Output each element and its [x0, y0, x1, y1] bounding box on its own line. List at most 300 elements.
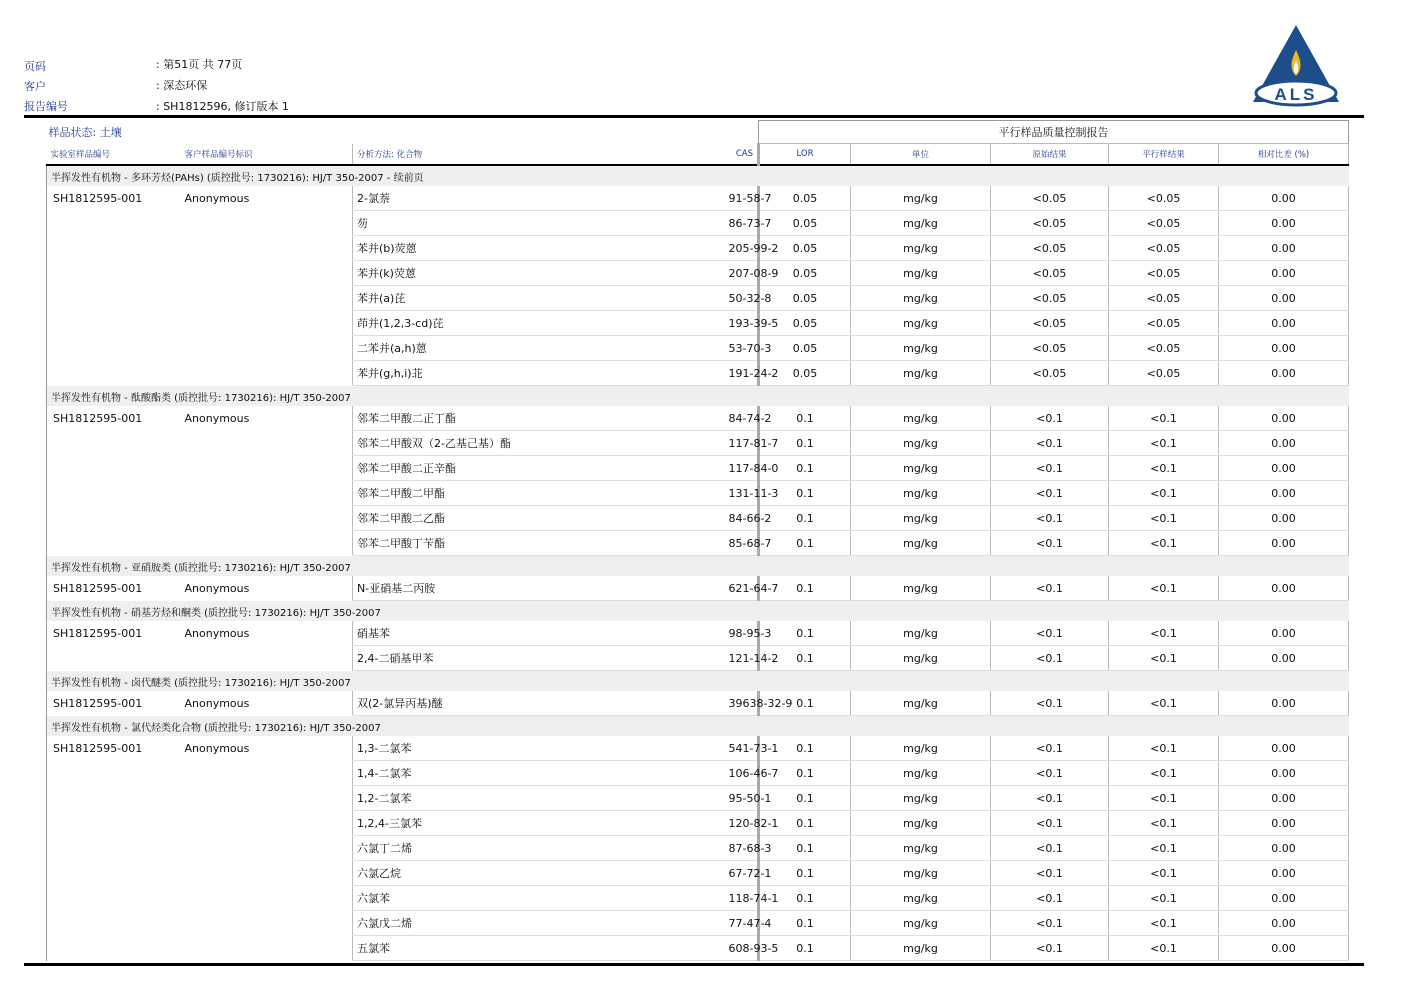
table-row — [47, 646, 1349, 671]
client-sample-id — [181, 811, 353, 836]
relative-percent-difference: 0.00 — [1219, 861, 1349, 886]
col-method: 分析方法: 化合物 — [353, 144, 729, 166]
table-row — [47, 286, 1349, 311]
cas-number: 39638-32-9 — [729, 691, 759, 716]
lab-sample-id: SH1812595-001 — [47, 406, 181, 431]
lor-value: 0.1 — [759, 481, 851, 506]
duplicate-result: <0.1 — [1109, 911, 1219, 936]
lor-value: 0.1 — [759, 691, 851, 716]
compound-name: 苯并(k)荧蒽 — [353, 261, 729, 286]
original-result: <0.1 — [991, 786, 1109, 811]
duplicate-result: <0.05 — [1109, 236, 1219, 261]
lab-sample-id: SH1812595-001 — [47, 186, 181, 211]
client-sample-id: Anonymous — [184, 581, 250, 595]
group-title: 半挥发性有机物 - 氯代烃类化合物 (质控批号: 1730216): HJ/T 350-2007 — [47, 716, 1349, 737]
client-sample-id — [181, 911, 353, 936]
compound-name: 邻苯二甲酸二乙酯 — [353, 506, 729, 531]
lor-value: 0.05 — [759, 311, 851, 336]
compound-name: 苯并(b)荧蒽 — [353, 236, 729, 261]
table-row — [47, 361, 1349, 386]
unit: mg/kg — [851, 811, 991, 836]
lor-value: 0.05 — [759, 186, 851, 211]
unit: mg/kg — [851, 311, 991, 336]
unit: mg/kg — [851, 361, 991, 386]
table-row — [47, 811, 1349, 836]
page-label: 页码 — [24, 60, 46, 73]
table-row — [47, 836, 1349, 861]
duplicate-result: <0.1 — [1109, 431, 1219, 456]
cas-number: 121-14-2 — [729, 646, 759, 671]
lor-value: 0.1 — [759, 811, 851, 836]
unit: mg/kg — [851, 861, 991, 886]
client-sample-id — [181, 431, 353, 456]
lab-sample-id — [47, 811, 181, 836]
client-sample-id — [181, 211, 353, 236]
unit: mg/kg — [851, 286, 991, 311]
original-result: <0.1 — [991, 811, 1109, 836]
col-duplicate: 平行样结果 — [1109, 144, 1219, 166]
relative-percent-difference: 0.00 — [1219, 236, 1349, 261]
group-header-row — [47, 556, 1349, 577]
original-result: <0.1 — [991, 911, 1109, 936]
client-sample-id — [181, 361, 353, 386]
table-row — [47, 786, 1349, 811]
unit: mg/kg — [851, 481, 991, 506]
original-result: <0.1 — [991, 431, 1109, 456]
lor-value: 0.1 — [759, 836, 851, 861]
cas-number: 131-11-3 — [729, 481, 759, 506]
cas-number: 541-73-1 — [729, 736, 759, 761]
duplicate-result: <0.05 — [1109, 286, 1219, 311]
lab-sample-id: SH1812595-001 — [47, 576, 181, 601]
original-result: <0.1 — [991, 406, 1109, 431]
unit: mg/kg — [851, 456, 991, 481]
duplicate-result: <0.1 — [1109, 691, 1219, 716]
relative-percent-difference: 0.00 — [1219, 481, 1349, 506]
client-sample-id — [181, 886, 353, 911]
lab-sample-id — [47, 861, 181, 886]
compound-name: 五氯苯 — [353, 936, 729, 961]
client-sample-id — [181, 531, 353, 556]
lab-sample-id: SH1812595-001 — [47, 736, 181, 761]
cas-number: 608-93-5 — [729, 936, 759, 961]
duplicate-result: <0.1 — [1109, 406, 1219, 431]
lor-value: 0.1 — [759, 936, 851, 961]
table-row — [47, 456, 1349, 481]
table-row — [47, 691, 1349, 716]
client-sample-id: Anonymous — [184, 696, 250, 710]
unit: mg/kg — [851, 621, 991, 646]
table-row — [47, 886, 1349, 911]
client-sample-id — [181, 336, 353, 361]
lab-sample-id — [47, 311, 181, 336]
duplicate-result: <0.1 — [1109, 481, 1219, 506]
relative-percent-difference: 0.00 — [1219, 761, 1349, 786]
compound-name: 苯并(g,h,i)苝 — [353, 361, 729, 386]
table-row — [47, 576, 1349, 601]
compound-name: 芴 — [353, 211, 729, 236]
table-row — [47, 211, 1349, 236]
relative-percent-difference: 0.00 — [1219, 691, 1349, 716]
col-unit: 单位 — [851, 144, 991, 166]
duplicate-result: <0.1 — [1109, 761, 1219, 786]
group-title: 半挥发性有机物 - 卤代醚类 (质控批号: 1730216): HJ/T 350-2007 — [47, 671, 1349, 692]
lab-sample-id: SH1812595-001 — [47, 691, 181, 716]
lor-value: 0.05 — [759, 336, 851, 361]
original-result: <0.1 — [991, 506, 1109, 531]
lor-value: 0.05 — [759, 261, 851, 286]
client-sample-id: Anonymous — [184, 411, 250, 425]
lab-sample-id — [47, 286, 181, 311]
cas-number: 84-74-2 — [729, 406, 759, 431]
qc-report-title: 平行样品质量控制报告 — [759, 121, 1349, 144]
lor-value: 0.1 — [759, 531, 851, 556]
lor-value: 0.1 — [759, 646, 851, 671]
table-row — [47, 261, 1349, 286]
duplicate-result: <0.1 — [1109, 786, 1219, 811]
original-result: <0.05 — [991, 286, 1109, 311]
unit: mg/kg — [851, 531, 991, 556]
unit: mg/kg — [851, 336, 991, 361]
relative-percent-difference: 0.00 — [1219, 531, 1349, 556]
table-row — [47, 336, 1349, 361]
client-sample-id — [181, 506, 353, 531]
cas-number: 77-47-4 — [729, 911, 759, 936]
lor-value: 0.1 — [759, 786, 851, 811]
relative-percent-difference: 0.00 — [1219, 646, 1349, 671]
table-row — [47, 861, 1349, 886]
compound-name: 1,4-二氯苯 — [353, 761, 729, 786]
col-original: 原始结果 — [991, 144, 1109, 166]
relative-percent-difference: 0.00 — [1219, 736, 1349, 761]
cas-number: 621-64-7 — [729, 576, 759, 601]
duplicate-result: <0.05 — [1109, 261, 1219, 286]
report-number-value: : SH1812596, 修订版本 1 — [156, 100, 289, 113]
cas-number: 67-72-1 — [729, 861, 759, 886]
original-result: <0.1 — [991, 761, 1109, 786]
compound-name: 邻苯二甲酸双（2-乙基己基）酯 — [353, 431, 729, 456]
duplicate-result: <0.1 — [1109, 621, 1219, 646]
relative-percent-difference: 0.00 — [1219, 361, 1349, 386]
relative-percent-difference: 0.00 — [1219, 406, 1349, 431]
group-header-row — [47, 601, 1349, 622]
original-result: <0.1 — [991, 736, 1109, 761]
compound-name: 六氯戊二烯 — [353, 911, 729, 936]
relative-percent-difference: 0.00 — [1219, 506, 1349, 531]
group-header-row — [47, 716, 1349, 737]
cas-number: 191-24-2 — [729, 361, 759, 386]
compound-name: 邻苯二甲酸二正辛酯 — [353, 456, 729, 481]
lab-sample-id — [47, 361, 181, 386]
lab-sample-id — [47, 646, 181, 671]
client-sample-id: Anonymous — [184, 741, 250, 755]
lor-value: 0.05 — [759, 236, 851, 261]
client-sample-id: Anonymous — [184, 626, 250, 640]
compound-name: 六氯丁二烯 — [353, 836, 729, 861]
lab-sample-id — [47, 456, 181, 481]
lab-sample-id — [47, 911, 181, 936]
client-sample-id — [181, 286, 353, 311]
qc-duplicate-table — [46, 120, 1348, 961]
lor-value: 0.1 — [759, 911, 851, 936]
cas-number: 50-32-8 — [729, 286, 759, 311]
table-row — [47, 186, 1349, 211]
cas-number: 117-81-7 — [729, 431, 759, 456]
original-result: <0.05 — [991, 261, 1109, 286]
compound-name: 邻苯二甲酸二正丁酯 — [353, 406, 729, 431]
original-result: <0.1 — [991, 621, 1109, 646]
duplicate-result: <0.05 — [1109, 186, 1219, 211]
compound-name: 邻苯二甲酸丁苄酯 — [353, 531, 729, 556]
client-sample-id — [181, 456, 353, 481]
cas-number: 95-50-1 — [729, 786, 759, 811]
original-result: <0.1 — [991, 936, 1109, 961]
compound-name: 双(2-氯异丙基)醚 — [353, 691, 729, 716]
client-sample-id — [181, 936, 353, 961]
cas-number: 205-99-2 — [729, 236, 759, 261]
client-sample-id — [181, 761, 353, 786]
footer-rule — [24, 963, 1364, 966]
lor-value: 0.05 — [759, 361, 851, 386]
compound-name: 六氯苯 — [353, 886, 729, 911]
logo-text: ALS — [1274, 85, 1318, 104]
cas-number: 91-58-7 — [729, 186, 759, 211]
unit: mg/kg — [851, 736, 991, 761]
relative-percent-difference: 0.00 — [1219, 621, 1349, 646]
unit: mg/kg — [851, 576, 991, 601]
duplicate-result: <0.05 — [1109, 361, 1219, 386]
table-row — [47, 431, 1349, 456]
table-row — [47, 531, 1349, 556]
relative-percent-difference: 0.00 — [1219, 286, 1349, 311]
relative-percent-difference: 0.00 — [1219, 936, 1349, 961]
cas-number: 117-84-0 — [729, 456, 759, 481]
sample-state: 样品状态: 土壤 — [48, 126, 122, 139]
col-lor: LOR — [759, 144, 851, 166]
cas-number: 98-95-3 — [729, 621, 759, 646]
lab-sample-id — [47, 236, 181, 261]
relative-percent-difference: 0.00 — [1219, 811, 1349, 836]
unit: mg/kg — [851, 261, 991, 286]
original-result: <0.1 — [991, 886, 1109, 911]
client-sample-id — [181, 311, 353, 336]
unit: mg/kg — [851, 886, 991, 911]
compound-name: N-亚硝基二丙胺 — [353, 576, 729, 601]
unit: mg/kg — [851, 786, 991, 811]
unit: mg/kg — [851, 431, 991, 456]
original-result: <0.05 — [991, 336, 1109, 361]
relative-percent-difference: 0.00 — [1219, 836, 1349, 861]
lab-sample-id — [47, 761, 181, 786]
compound-name: 1,2,4-三氯苯 — [353, 811, 729, 836]
relative-percent-difference: 0.00 — [1219, 886, 1349, 911]
duplicate-result: <0.1 — [1109, 811, 1219, 836]
compound-name: 二苯并(a,h)蒽 — [353, 336, 729, 361]
duplicate-result: <0.1 — [1109, 836, 1219, 861]
relative-percent-difference: 0.00 — [1219, 431, 1349, 456]
original-result: <0.1 — [991, 691, 1109, 716]
lor-value: 0.1 — [759, 886, 851, 911]
lor-value: 0.1 — [759, 506, 851, 531]
lab-sample-id — [47, 786, 181, 811]
group-header-row — [47, 386, 1349, 407]
client-sample-id — [181, 646, 353, 671]
relative-percent-difference: 0.00 — [1219, 786, 1349, 811]
table-row — [47, 481, 1349, 506]
group-header-row — [47, 165, 1349, 186]
lor-value: 0.1 — [759, 456, 851, 481]
cas-number: 207-08-9 — [729, 261, 759, 286]
duplicate-result: <0.1 — [1109, 456, 1219, 481]
compound-name: 2,4-二硝基甲苯 — [353, 646, 729, 671]
duplicate-result: <0.05 — [1109, 211, 1219, 236]
lab-sample-id — [47, 261, 181, 286]
original-result: <0.1 — [991, 646, 1109, 671]
duplicate-result: <0.1 — [1109, 886, 1219, 911]
lor-value: 0.1 — [759, 576, 851, 601]
compound-name: 硝基苯 — [353, 621, 729, 646]
client-sample-id — [181, 236, 353, 261]
lab-sample-id: SH1812595-001 — [47, 621, 181, 646]
duplicate-result: <0.1 — [1109, 506, 1219, 531]
original-result: <0.05 — [991, 186, 1109, 211]
compound-name: 2-氯萘 — [353, 186, 729, 211]
unit: mg/kg — [851, 186, 991, 211]
col-rpd: 相对比差 (%) — [1219, 144, 1349, 166]
lor-value: 0.1 — [759, 406, 851, 431]
original-result: <0.1 — [991, 456, 1109, 481]
client-sample-id — [181, 786, 353, 811]
lor-value: 0.1 — [759, 861, 851, 886]
unit: mg/kg — [851, 236, 991, 261]
client-sample-id — [181, 261, 353, 286]
group-title: 半挥发性有机物 - 多环芳烃(PAHs) (质控批号: 1730216): HJ/T 350-2007 - 续前页 — [47, 165, 1349, 186]
unit: mg/kg — [851, 211, 991, 236]
client-sample-id — [181, 861, 353, 886]
unit: mg/kg — [851, 911, 991, 936]
client-sample-id: Anonymous — [184, 191, 250, 205]
cas-number: 120-82-1 — [729, 811, 759, 836]
client-sample-id — [181, 836, 353, 861]
compound-name: 1,2-二氯苯 — [353, 786, 729, 811]
unit: mg/kg — [851, 691, 991, 716]
table-row — [47, 506, 1349, 531]
original-result: <0.05 — [991, 236, 1109, 261]
lab-sample-id — [47, 431, 181, 456]
unit: mg/kg — [851, 936, 991, 961]
relative-percent-difference: 0.00 — [1219, 186, 1349, 211]
relative-percent-difference: 0.00 — [1219, 576, 1349, 601]
relative-percent-difference: 0.00 — [1219, 311, 1349, 336]
unit: mg/kg — [851, 506, 991, 531]
compound-name: 1,3-二氯苯 — [353, 736, 729, 761]
original-result: <0.05 — [991, 211, 1109, 236]
lab-sample-id — [47, 481, 181, 506]
client-label: 客户 — [24, 80, 46, 93]
duplicate-result: <0.1 — [1109, 736, 1219, 761]
lor-value: 0.05 — [759, 211, 851, 236]
cas-number: 53-70-3 — [729, 336, 759, 361]
lab-sample-id — [47, 836, 181, 861]
cas-number: 106-46-7 — [729, 761, 759, 786]
group-title: 半挥发性有机物 - 亚硝胺类 (质控批号: 1730216): HJ/T 350-2007 — [47, 556, 1349, 577]
original-result: <0.1 — [991, 836, 1109, 861]
group-header-row — [47, 671, 1349, 692]
relative-percent-difference: 0.00 — [1219, 211, 1349, 236]
lab-sample-id — [47, 336, 181, 361]
table-row — [47, 911, 1349, 936]
compound-name: 茚并(1,2,3-cd)芘 — [353, 311, 729, 336]
unit: mg/kg — [851, 406, 991, 431]
duplicate-result: <0.1 — [1109, 531, 1219, 556]
report-number-label: 报告编号 — [24, 100, 68, 113]
relative-percent-difference: 0.00 — [1219, 261, 1349, 286]
duplicate-result: <0.05 — [1109, 311, 1219, 336]
unit: mg/kg — [851, 761, 991, 786]
original-result: <0.05 — [991, 361, 1109, 386]
client-sample-id — [181, 481, 353, 506]
original-result: <0.1 — [991, 531, 1109, 556]
original-result: <0.05 — [991, 311, 1109, 336]
compound-name: 苯并(a)芘 — [353, 286, 729, 311]
table-row — [47, 736, 1349, 761]
cas-number: 118-74-1 — [729, 886, 759, 911]
cas-number: 86-73-7 — [729, 211, 759, 236]
relative-percent-difference: 0.00 — [1219, 911, 1349, 936]
lor-value: 0.1 — [759, 736, 851, 761]
table-row — [47, 761, 1349, 786]
lab-sample-id — [47, 531, 181, 556]
unit: mg/kg — [851, 646, 991, 671]
lor-value: 0.05 — [759, 286, 851, 311]
col-client-id: 客户样品编号标识 — [181, 144, 353, 166]
duplicate-result: <0.1 — [1109, 861, 1219, 886]
cas-number: 193-39-5 — [729, 311, 759, 336]
original-result: <0.1 — [991, 576, 1109, 601]
client-value: : 深态环保 — [156, 79, 208, 92]
table-row — [47, 936, 1349, 961]
lab-sample-id — [47, 506, 181, 531]
duplicate-result: <0.05 — [1109, 336, 1219, 361]
header-rule — [24, 115, 1364, 118]
cas-number: 87-68-3 — [729, 836, 759, 861]
lor-value: 0.1 — [759, 431, 851, 456]
group-title: 半挥发性有机物 - 酞酸酯类 (质控批号: 1730216): HJ/T 350-2007 — [47, 386, 1349, 407]
compound-name: 六氯乙烷 — [353, 861, 729, 886]
table-row — [47, 236, 1349, 261]
lor-value: 0.1 — [759, 621, 851, 646]
table-row — [47, 406, 1349, 431]
table-row — [47, 621, 1349, 646]
original-result: <0.1 — [991, 481, 1109, 506]
duplicate-result: <0.1 — [1109, 646, 1219, 671]
duplicate-result: <0.1 — [1109, 936, 1219, 961]
relative-percent-difference: 0.00 — [1219, 456, 1349, 481]
unit: mg/kg — [851, 836, 991, 861]
page-value: : 第51页 共 77页 — [156, 58, 243, 71]
col-cas: CAS — [729, 144, 759, 166]
relative-percent-difference: 0.00 — [1219, 336, 1349, 361]
lab-sample-id — [47, 886, 181, 911]
cas-number: 85-68-7 — [729, 531, 759, 556]
lab-sample-id — [47, 936, 181, 961]
original-result: <0.1 — [991, 861, 1109, 886]
als-logo — [1250, 22, 1342, 108]
duplicate-result: <0.1 — [1109, 576, 1219, 601]
cas-number: 84-66-2 — [729, 506, 759, 531]
table-row — [47, 311, 1349, 336]
lor-value: 0.1 — [759, 761, 851, 786]
